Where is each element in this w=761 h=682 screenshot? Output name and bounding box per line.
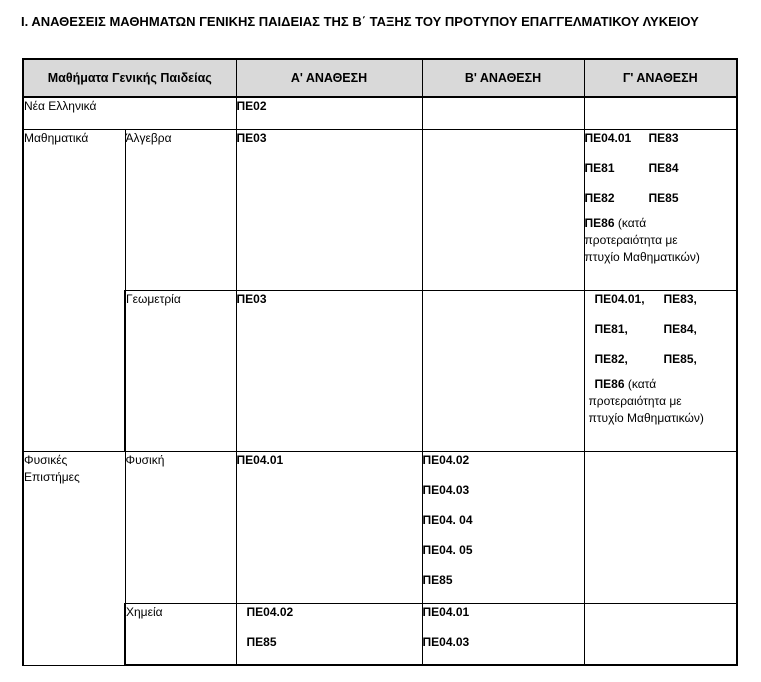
table-row (23, 603, 737, 665)
code: ΠΕ04. 04 (422, 512, 473, 527)
code-pair: ΠΕ81 ΠΕ84 (584, 160, 679, 175)
algebra-a (236, 129, 422, 290)
code: ΠΕ02 (236, 99, 267, 113)
subject-algebra: Άλγεβρα (125, 129, 236, 290)
header-subjects: Μαθήματα Γενικής Παιδείας (23, 59, 236, 97)
geometry-a (236, 290, 422, 451)
priority-note: ΠΕ86 (κατά προτεραιότητα με πτυχίο Μαθηματικών) (584, 215, 700, 264)
header-assignment-c: Γ' ΑΝΑΘΕΣΗ (584, 59, 737, 97)
physics-b (422, 451, 584, 603)
chemistry-c (584, 603, 737, 665)
chemistry-a (236, 603, 422, 665)
code: ΠΕ04.02 (422, 452, 470, 467)
subject-chemistry: Χημεία (125, 603, 236, 665)
algebra-b (422, 129, 584, 290)
table-row (23, 290, 737, 451)
physics-c (584, 451, 737, 603)
code: ΠΕ85 (246, 634, 277, 649)
subject-math: Μαθηματικά (23, 129, 125, 451)
code: ΠΕ04. 05 (422, 542, 473, 557)
subject-geometry: Γεωμετρία (125, 290, 236, 451)
code-pair: ΠΕ04.01, ΠΕ83, (594, 291, 697, 306)
code-pair: ΠΕ81, ΠΕ84, (594, 321, 697, 336)
subject-greek: Νέα Ελληνικά (23, 97, 236, 129)
code: ΠΕ03 (236, 130, 267, 145)
code: ΠΕ04.02 (246, 604, 294, 619)
code: ΠΕ04.01 (422, 604, 470, 619)
subject-physics: Φυσική (125, 451, 236, 603)
header-row (23, 59, 737, 97)
code-pair: ΠΕ04.01 ΠΕ83 (584, 130, 679, 145)
code: ΠΕ04.03 (422, 634, 470, 649)
code: ΠΕ85 (422, 572, 453, 587)
header-assignment-b: Β' ΑΝΑΘΕΣΗ (422, 59, 584, 97)
priority-note: ΠΕ86 (κατά προτεραιότητα με πτυχίο Μαθηματικών) (588, 376, 704, 425)
document-title: Ι. ΑΝΑΘΕΣΕΙΣ ΜΑΘΗΜΑΤΩΝ ΓΕΝΙΚΗΣ ΠΑΙΔΕΙΑΣ ΤΗΣ Β΄ ΤΑΞΗΣ ΤΟΥ ΠΡΟΤΥΠΟΥ ΕΠΑΓΓΕΛΜΑΤΙΚΟΥ ΛΥΚΕΙΟΥ (21, 14, 699, 29)
greek-c (584, 97, 737, 129)
table-row (23, 97, 737, 129)
greek-a (236, 97, 422, 129)
physics-a (236, 451, 422, 603)
code-pair: ΠΕ82, ΠΕ85, (594, 351, 697, 366)
subject-science: Φυσικές Επιστήμες (23, 451, 125, 665)
code-pair: ΠΕ82 ΠΕ85 (584, 190, 679, 205)
greek-b (422, 97, 584, 129)
geometry-b (422, 290, 584, 451)
chemistry-b (422, 603, 584, 665)
code: ΠΕ03 (236, 291, 267, 306)
algebra-c (584, 129, 737, 290)
header-assignment-a: Α' ΑΝΑΘΕΣΗ (236, 59, 422, 97)
table-row (23, 129, 737, 290)
code: ΠΕ04.03 (422, 482, 470, 497)
geometry-c (584, 290, 737, 451)
code: ΠΕ04.01 (236, 452, 284, 467)
table-row (23, 451, 737, 603)
assignments-table (22, 58, 738, 666)
